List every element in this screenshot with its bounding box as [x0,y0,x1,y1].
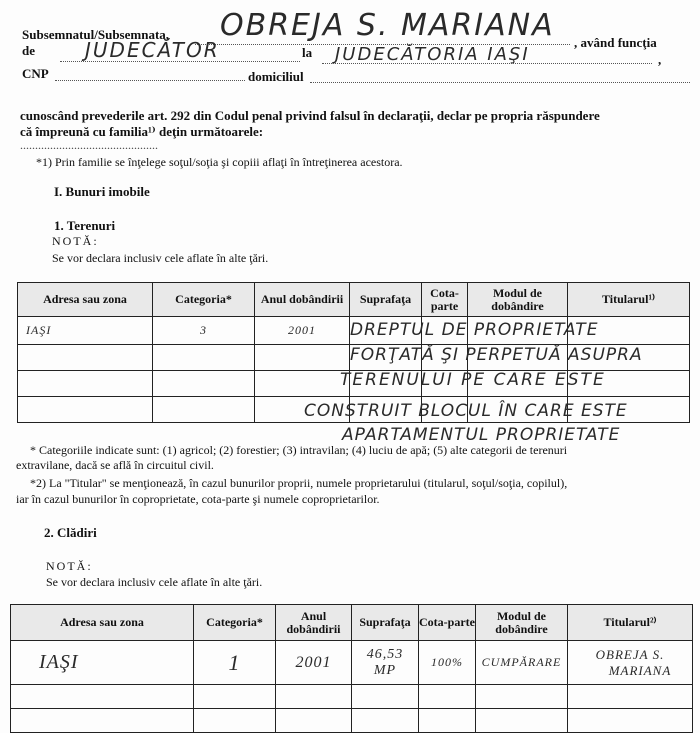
col-header-suprafata: Suprafaţa [350,283,422,317]
hw-note-line-5: APARTAMENTUL PROPRIETATE [342,425,621,445]
col-header-categoria: Categoria* [194,605,276,641]
subsemnatul-label: Subsemnatul/Subsemnata, [22,27,170,42]
col-header-titular: Titularul¹⁾ [568,283,690,317]
cnp-label: CNP [22,66,49,81]
cell-anul: 2001 [255,317,350,345]
table-row [11,685,693,709]
cell-categoria: 3 [153,317,255,345]
col-header-titular: Titularul²⁾ [568,605,693,641]
col-header-suprafata: Suprafaţa [352,605,419,641]
cladiri-table [10,604,693,733]
category-footnote-2: extravilane, dacă se află în circuitul civil. [16,458,214,472]
cell-titular [568,641,693,685]
suprafata-unit: MP [373,662,397,678]
functie-label: , având funcţia [574,35,657,50]
institutie-handwritten: JUDECĂTORIA IAŞI [335,44,530,65]
hw-note-line-1: DREPTUL DE PROPRIETATE [350,320,599,340]
cell-anul: 2001 [276,641,352,685]
suprafata-value: 46,53 [366,646,404,662]
intro-dots: .............................................. [20,138,158,152]
hw-note-line-2: FORŢATĂ ŞI PERPETUĂ ASUPRA [350,345,643,365]
la-label: la [302,45,313,60]
col-header-categoria: Categoria* [153,283,255,317]
institutie-underline [322,63,652,64]
section-title-imobile: I. Bunuri imobile [54,184,150,199]
comma: , [658,52,662,67]
table-row [11,709,693,733]
functie-underline [60,61,300,62]
domiciliu-label: domiciliul [248,69,304,84]
nota-text-2: Se vor declara inclusiv cele aflate în alte ţări. [46,575,263,589]
functie-handwritten: JUDECĂTOR [85,38,220,62]
hw-note-line-3: TERENULUI PE CARE ESTE [340,370,606,390]
intro-line2: că împreună cu familia¹⁾ deţin următoarele: [20,124,264,139]
intro-line1: cunoscând prevederile art. 292 din Codul penal privind falsul în declaraţii, declar pe propria răspundere [20,108,600,123]
domiciliu-line [310,82,690,83]
titular-line-1: OBREJA S. [595,646,665,662]
col-header-cota: Cota-parte [422,283,468,317]
nota-label-1: NOTĂ: [52,234,99,248]
titular-line-2: MARIANA [608,662,672,678]
cell-suprafata [352,641,419,685]
cell-modul: CUMPĂRARE [476,641,568,685]
cell-adresa: IAŞI [11,641,194,685]
col-header-anul: Anul dobândirii [255,283,350,317]
family-footnote: *1) Prin familie se înţelege soţul/soţia şi copiii aflaţi în întreţinerea acestora. [36,155,403,169]
titular-footnote-1: *2) La "Titular" se menţionează, în cazul bunurilor proprii, numele proprietarului (titularul, soţul/soţia, copilul), [30,476,568,490]
cnp-line [55,80,245,81]
nota-label-2: NOTĂ: [46,559,93,573]
cell-cota: 100% [419,641,476,685]
col-header-anul: Anul dobândirii [276,605,352,641]
category-footnote-1: * Categoriile indicate sunt: (1) agricol; (2) forestier; (3) intravilan; (4) luciu de apă; (5) alte categorii de terenuri [30,443,568,457]
cell-adresa: IAŞI [18,317,153,345]
table-row [11,641,693,685]
col-header-adresa: Adresa sau zona [11,605,194,641]
col-header-modul: Modul de dobândire [476,605,568,641]
hw-note-line-4: CONSTRUIT BLOCUL ÎN CARE ESTE [304,401,628,421]
name-handwritten: OBREJA S. MARIANA [220,8,555,43]
col-header-modul: Modul de dobândire [468,283,568,317]
col-header-adresa: Adresa sau zona [18,283,153,317]
titular-footnote-2: iar în cazul bunurilor în coproprietate, cota-parte şi numele coproprietarilor. [16,492,380,506]
nota-text-1: Se vor declara inclusiv cele aflate în alte ţări. [52,251,269,265]
section-title-cladiri: 2. Clădiri [44,525,97,540]
col-header-cota: Cota-parte [419,605,476,641]
cell-categoria: 1 [194,641,276,685]
de-label: de [22,43,35,58]
section-subtitle-terenuri: 1. Terenuri [54,218,116,233]
